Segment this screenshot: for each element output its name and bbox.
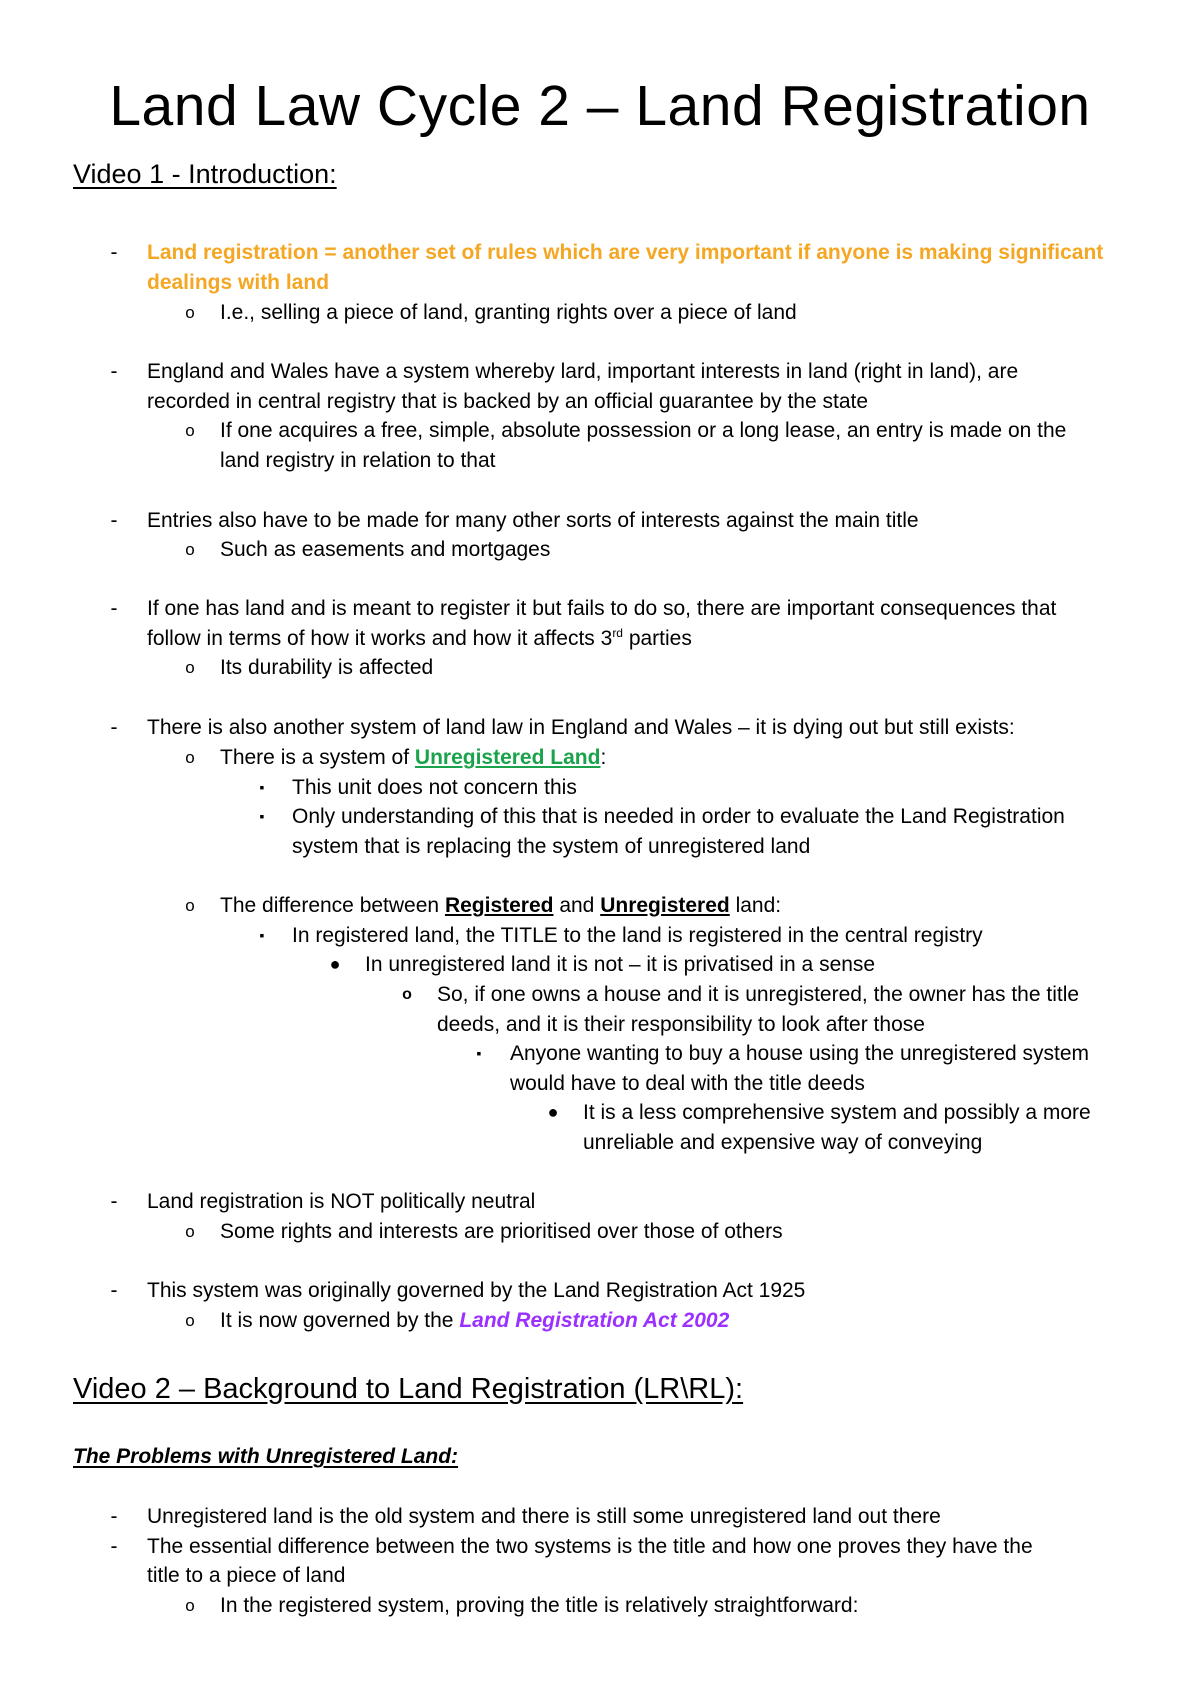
bullet-text: If one has land and is meant to register it but fails to do so, there are important consequences that — [147, 597, 1057, 620]
text-run: There is a system of — [220, 746, 415, 769]
bullet-text: Entries also have to be made for many other sorts of interests against the main title — [147, 509, 919, 532]
sub-bullet-text: Such as easements and mortgages — [220, 538, 551, 561]
dash-bullet: - — [110, 1505, 118, 1528]
level5-bullet-text: So, if one owns a house and it is unregistered, the owner has the title — [437, 983, 1080, 1006]
dash-bullet: - — [110, 597, 118, 620]
level6-bullet-text: Anyone wanting to buy a house using the unregistered system — [510, 1042, 1090, 1065]
unregistered-land-link[interactable]: Unregistered Land — [414, 746, 601, 769]
text-run: follow in terms of how it works and how it affects 3 — [147, 627, 613, 650]
sub-sub-bullet-text: This unit does not concern this — [292, 776, 577, 799]
section-heading-video-1: Video 1 - Introduction: — [73, 159, 337, 189]
level6-bullet-text: would have to deal with the title deeds — [510, 1072, 865, 1095]
dash-bullet: - — [110, 360, 118, 383]
sub-sub-bullet-text: In registered land, the TITLE to the land is registered in the central registry — [292, 924, 983, 947]
dot-bullet: ● — [329, 954, 341, 974]
dot-bullet: ● — [547, 1102, 559, 1122]
level5-bullet-text: deeds, and it is their responsibility to look after those — [437, 1013, 925, 1036]
bullet-text: England and Wales have a system whereby lard, important interests in land (right in land), are — [147, 360, 1019, 383]
o-bullet: o — [185, 748, 195, 767]
sub-bullet-text: I.e., selling a piece of land, granting rights over a piece of land — [220, 301, 797, 324]
page-title: Land Law Cycle 2 – Land Registration — [109, 74, 1091, 138]
sub-sub-bullet-text: Only understanding of this that is needed in order to evaluate the Land Registration — [292, 805, 1065, 828]
sub-bullet-text: Some rights and interests are prioritised over those of others — [220, 1220, 783, 1243]
level7-bullet-text: It is a less comprehensive system and possibly a more — [583, 1101, 1091, 1124]
bullet-text: dealings with land — [147, 271, 330, 294]
bullet-text: recorded in central registry that is backed by an official guarantee by the state — [147, 390, 869, 413]
text-run: It is now governed by the — [220, 1309, 460, 1332]
circle-bullet: o — [402, 986, 412, 1003]
text-run: The difference between — [220, 894, 445, 917]
o-bullet: o — [185, 540, 195, 559]
bullet-text: This system was originally governed by the Land Registration Act 1925 — [147, 1279, 806, 1302]
bullet-text: Unregistered land is the old system and there is still some unregistered land out there — [147, 1505, 941, 1528]
square-bullet: ▪ — [259, 808, 265, 824]
bullet-text — [147, 624, 692, 654]
dash-bullet: - — [110, 1279, 118, 1302]
registered-term: Registered — [444, 894, 554, 917]
sub-bullet-text — [220, 891, 781, 921]
sub-bullet-text: In the registered system, proving the title is relatively straightforward: — [220, 1594, 859, 1617]
sub-bullet-text: land registry in relation to that — [220, 449, 496, 472]
subsection-heading: The Problems with Unregistered Land: — [73, 1445, 459, 1468]
square-bullet: ▪ — [259, 927, 265, 943]
level7-bullet-text: unreliable and expensive way of conveying — [583, 1131, 983, 1154]
dash-bullet: - — [110, 509, 118, 532]
text-run: land: — [729, 894, 782, 917]
square-bullet: ▪ — [259, 779, 265, 795]
bullet-text: title to a piece of land — [147, 1564, 346, 1587]
superscript: rd — [612, 626, 623, 640]
bullet-text: Land registration is NOT politically neutral — [147, 1190, 536, 1213]
dash-bullet: - — [110, 1535, 118, 1558]
sub-bullet-text: If one acquires a free, simple, absolute possession or a long lease, an entry is made on the — [220, 419, 1067, 442]
sub-bullet-text — [220, 743, 606, 773]
text-run: : — [600, 746, 607, 769]
bullet-text: Land registration = another set of rules which are very important if anyone is making significant — [147, 241, 1104, 264]
dash-bullet: - — [110, 241, 118, 264]
sub-bullet-text — [220, 1306, 729, 1336]
o-bullet: o — [185, 1222, 195, 1241]
unregistered-term: Unregistered — [600, 894, 730, 917]
sub-sub-bullet-text: system that is replacing the system of unregistered land — [292, 835, 811, 858]
text-run: parties — [622, 627, 692, 650]
o-bullet: o — [185, 658, 195, 677]
o-bullet: o — [185, 896, 195, 915]
bullet-text: There is also another system of land law in England and Wales – it is dying out but still exists: — [147, 716, 1015, 739]
o-bullet: o — [185, 1596, 195, 1615]
section-heading-video-2: Video 2 – Background to Land Registration (LR\RL): — [73, 1373, 744, 1405]
dash-bullet: - — [110, 1190, 118, 1213]
dash-bullet: - — [110, 716, 118, 739]
act-reference: Land Registration Act 2002 — [459, 1309, 730, 1332]
text-run: and — [553, 894, 601, 917]
square-bullet: ▪ — [476, 1045, 482, 1061]
sub-bullet-text: Its durability is affected — [220, 656, 434, 679]
level4-bullet-text: In unregistered land it is not – it is privatised in a sense — [365, 953, 876, 976]
o-bullet: o — [185, 421, 195, 440]
o-bullet: o — [185, 303, 195, 322]
o-bullet: o — [185, 1311, 195, 1330]
bullet-text: The essential difference between the two systems is the title and how one proves they have the — [147, 1535, 1033, 1558]
